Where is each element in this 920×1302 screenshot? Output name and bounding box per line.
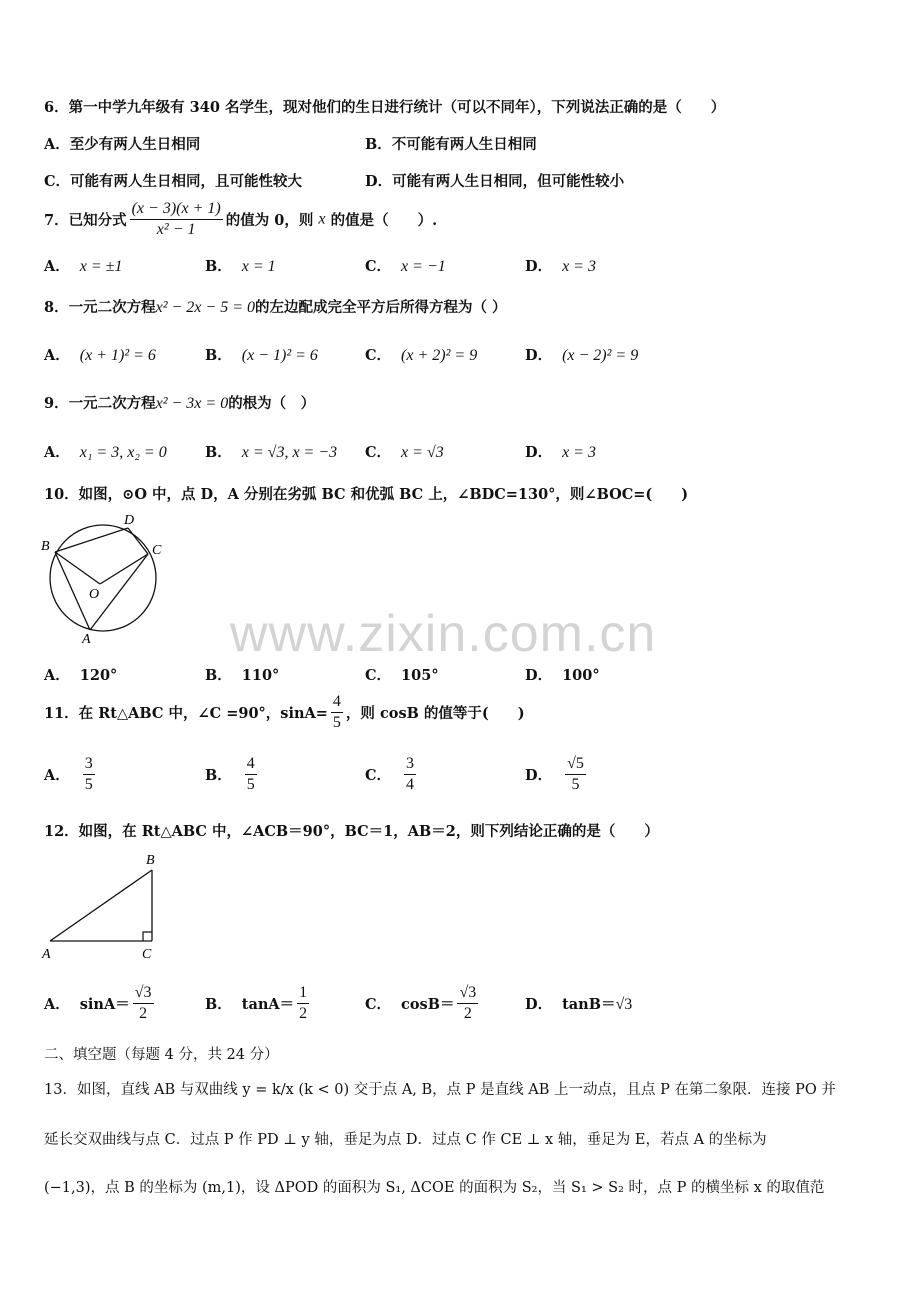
q7-option-c: C． x = −1 xyxy=(365,258,446,275)
q12-option-c: C． cosB＝ $\frac{√3}{2}$ xyxy=(365,984,477,1022)
circle-o xyxy=(50,525,156,631)
q10-option-b: B． 110° xyxy=(205,667,280,684)
q7-stem: 7．已知分式 $\frac{(x - 3)(x + 1)}{\text{x² − 1}}$ 的值为 0，则 x 的值是（ ）. xyxy=(44,200,438,238)
segment-dc xyxy=(128,528,148,554)
q8-option-d: D． (x − 2)² = 9 xyxy=(525,347,639,364)
q11-option-c: C． $\frac{3}{4}$ xyxy=(365,755,415,793)
q9-option-a: A． x₁ = 3, x₂ = 0 xyxy=(44,444,167,461)
q10-option-c: C． 105° xyxy=(365,667,439,684)
label-b: B xyxy=(146,853,155,868)
q8-option-b: B． (x − 1)² = 6 xyxy=(205,347,318,364)
q10-circle-figure xyxy=(38,508,168,648)
q9-option-b: B． x = √3, x = −3 xyxy=(205,444,338,461)
q6-option-d: D．可能有两人生日相同，但可能性较小 xyxy=(365,173,625,190)
label-o: O xyxy=(89,587,100,602)
q10-stem: 10．如图，⊙O 中，点 D，A 分别在劣弧 BC 和优弧 BC 上，∠BDC=130°，则∠BOC=( ) xyxy=(44,486,689,503)
q6-option-a: A．至少有两人生日相同 xyxy=(44,136,201,153)
q9-option-c: C． x = √3 xyxy=(365,444,444,461)
q6-stem: 6．第一中学九年级有 340 名学生，现对他们的生日进行统计（可以不同年），下列说法正确的是（ ） xyxy=(44,99,726,116)
q9-stem: 9．一元二次方程x² − 3x = 0的根为（ ） xyxy=(44,395,316,412)
label-c: C xyxy=(152,543,162,558)
section-2-heading: 二、填空题（每题 4 分，共 24 分） xyxy=(44,1047,279,1063)
q11-option-b: B． $\frac{4}{5}$ xyxy=(205,755,255,793)
q10-option-a: A． 120° xyxy=(44,667,118,684)
label-c: C xyxy=(142,947,152,962)
q13-line-3: (−1,3)，点 B 的坐标为 (m,1)，设 ΔPOD 的面积为 S₁, ΔCOE 的面积为 S₂，当 S₁ > S₂ 时，点 P 的横坐标 x 的取值范 xyxy=(44,1180,825,1196)
q12-option-a: A． sinA＝ $\frac{√3}{2}$ xyxy=(44,984,152,1022)
label-a: A xyxy=(82,632,91,647)
q9-option-d: D． x = 3 xyxy=(525,444,596,461)
q8-option-a: A． (x + 1)² = 6 xyxy=(44,347,156,364)
segment-co xyxy=(100,554,148,584)
q6-option-c: C．可能有两人生日相同，且可能性较大 xyxy=(44,173,303,190)
q12-option-d: D． tanB＝√3 xyxy=(525,996,633,1013)
q10-option-d: D． 100° xyxy=(525,667,600,684)
q11-option-d: D． $\frac{√5}{5}$ xyxy=(525,755,584,793)
q12-option-b: B． tanA＝ $\frac{1}{2}$ xyxy=(205,984,308,1022)
q13-line-2: 延长交双曲线与点 C．过点 P 作 PD ⊥ y 轴，垂足为点 D．过点 C 作 CE ⊥ x 轴，垂足为 E，若点 A 的坐标为 xyxy=(44,1132,767,1148)
q13-line-1: 13．如图，直线 AB 与双曲线 y = k/x (k < 0) 交于点 A, B，点 P 是直线 AB 上一动点，且点 P 在第二象限．连接 PO 并 xyxy=(44,1082,836,1098)
q8-stem: 8．一元二次方程x² − 2x − 5 = 0的左边配成完全平方后所得方程为（ ） xyxy=(44,299,507,316)
right-angle-mark xyxy=(143,932,152,941)
q12-triangle-figure xyxy=(38,850,168,965)
q8-option-c: C． (x + 2)² = 9 xyxy=(365,347,478,364)
segment-ab xyxy=(50,870,152,941)
q12-stem: 12．如图，在 Rt△ABC 中，∠ACB＝90°，BC＝1，AB＝2，则下列结论正确的是（ ） xyxy=(44,823,659,840)
label-a: A xyxy=(42,947,51,962)
q7-option-d: D． x = 3 xyxy=(525,258,596,275)
q11-stem: 11．在 Rt△ABC 中，∠C =90°，sinA= $\frac{4}{5}$ ，则 cosB 的值等于( ) xyxy=(44,693,525,731)
label-d: D xyxy=(124,513,135,528)
q7-option-a: A． x = ±1 xyxy=(44,258,123,275)
watermark: www.zixin.com.cn xyxy=(230,605,657,663)
label-b: B xyxy=(41,539,50,554)
q6-option-b: B．不可能有两人生日相同 xyxy=(365,136,537,153)
q7-option-b: B． x = 1 xyxy=(205,258,276,275)
q11-option-a: A． $\frac{3}{5}$ xyxy=(44,755,93,793)
